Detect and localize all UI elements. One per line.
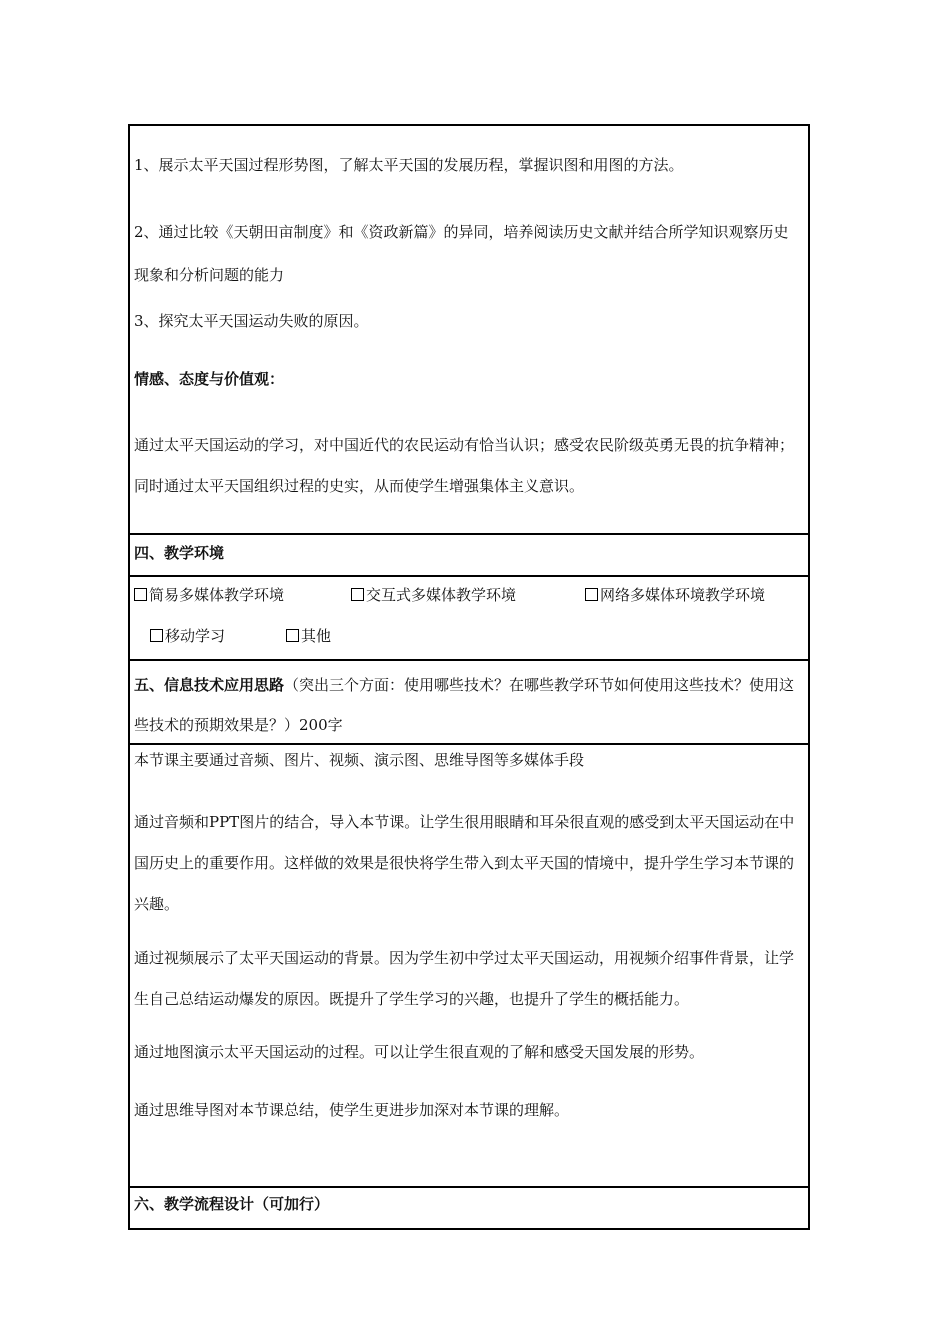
checkbox-icon [150,629,163,642]
tech-paragraph-4: 通过地图演示太平天国运动的过程。可以让学生很直观的了解和感受天国发展的形势。 [134,1043,705,1061]
env-option-mobile[interactable]: 移动学习 [150,624,286,648]
tech-paragraph-5: 通过思维导图对本节课总结，使学生更进步加深对本节课的理解。 [134,1101,570,1119]
tech-description-cell [130,748,808,1188]
section6-title-cell [130,1188,808,1228]
section6-title: 六、教学流程设计（可加行） [134,1195,330,1213]
env-option-interactive[interactable]: 交互式多媒体教学环境 [351,583,585,607]
checkbox-icon [585,588,598,601]
env-option-other[interactable]: 其他 [286,624,331,648]
section5-note: （突出三个方面：使用哪些技术？在哪些教学环节如何使用这些技术？使用这些技术的预期效果是？）200字 [134,676,795,734]
objective-1: 1、展示太平天国过程形势图，了解太平天国的发展历程，掌握识图和用图的方法。 [134,156,684,174]
objective-2: 2、通过比较《天朝田亩制度》和《资政新篇》的异同，培养阅读历史文献并结合所学知识观察历史现象和分析问题的能力 [134,223,789,284]
lesson-plan-table [128,124,810,1230]
env-option-simple[interactable]: 简易多媒体教学环境 [134,583,351,607]
values-text: 通过太平天国运动的学习，对中国近代的农民运动有恰当认识；感受农民阶级英勇无畏的抗争精神；同时通过太平天国组织过程的史实，从而使学生增强集体主义意识。 [134,436,795,495]
objectives-cell [130,153,808,535]
tech-paragraph-3: 通过视频展示了太平天国运动的背景。因为学生初中学过太平天国运动，用视频介绍事件背景，让学生自己总结运动爆发的原因。既提升了学生学习的兴趣，也提升了学生的概括能力。 [134,949,795,1008]
section5-title-cell [130,661,808,745]
env-option-network[interactable]: 网络多媒体环境教学环境 [585,583,765,607]
environment-options-cell [130,577,808,661]
section5-title: 五、信息技术应用思路 [134,676,285,694]
checkbox-icon [351,588,364,601]
checkbox-icon [286,629,299,642]
checkbox-icon [134,588,147,601]
tech-paragraph-1: 本节课主要通过音频、图片、视频、演示图、思维导图等多媒体手段 [134,751,585,769]
section4-title: 四、教学环境 [134,544,225,562]
objective-3: 3、探究太平天国运动失败的原因。 [134,312,369,330]
values-title: 情感、态度与价值观： [134,370,285,388]
tech-paragraph-2: 通过音频和PPT图片的结合，导入本节课。让学生很用眼睛和耳朵很直观的感受到太平天国运动在中国历史上的重要作用。这样做的效果是很快将学生带入到太平天国的情境中，提升学生学习本节课的兴趣。 [134,813,795,913]
section4-title-cell [130,535,808,577]
